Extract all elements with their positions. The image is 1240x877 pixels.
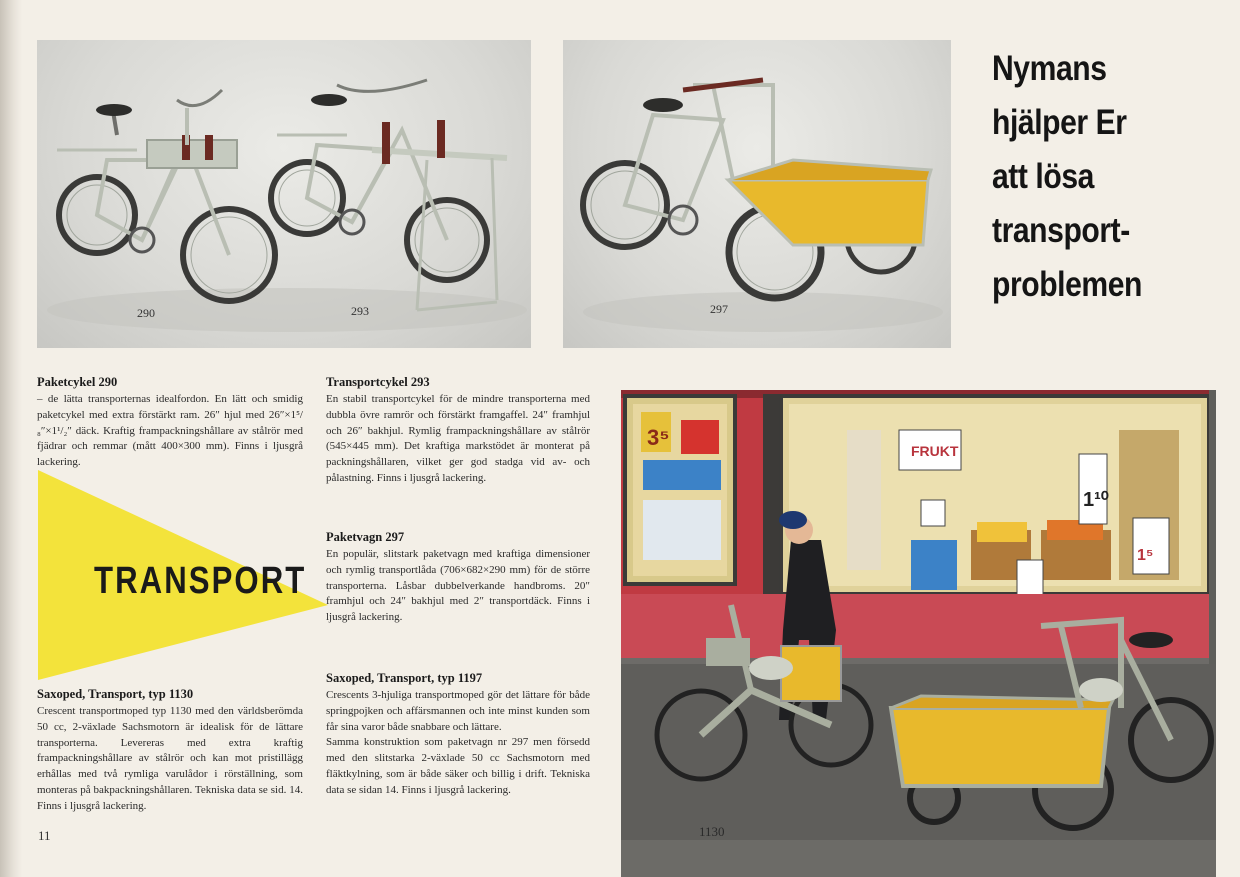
article-body: En stabil transportcykel för de mindre transporterna med dubbla övre ramrör och förstärkt framgaffel. 24″ framhjul och 26″ bakhjul. Rymlig frampackningshållare av stålrör (545×445 mm). Det kraftiga markstödet är monterat på packningshållaren, vilket ger god stadga vid av- och pålastning. Finns i ljusgrå lackering. [326,393,590,484]
article-paketcykel-290 [37,374,303,471]
store-price-c: 3⁵ [647,425,670,450]
store-price-b: 1⁵ [1137,547,1154,564]
page-number: 11 [38,828,51,843]
photo-storefront-mopeds [621,390,1216,877]
caption-1130: 1130 [699,824,725,839]
bicycle-293-illustration [271,80,507,310]
headline [992,42,1190,312]
article-title: Saxoped, Transport, typ 1130 [37,687,194,701]
article-body: – de lätta transporternas idealfordon. En lätt och smidig paketcykel med extra förstärkt ram. 26″ hjul med 26″×1⁵/₈″×1¹/₂″ däck. Kraftig frampackningshållare av stålrör med fjädrar och remmar (mått 400×300 mm). Finns i ljusgrå lackering. [37,393,303,469]
article-body: En populär, slitstark paketvagn med kraftiga dimensioner och rymlig transportlåda (706×682×290 mm) för de större transporterna. Låsbar dubbelverkande handbroms. 20″ framhjul och 24″ bakhjul med 2″ transportdäck. Finns i ljusgrå lackering. [326,548,590,624]
headline-line-2: hjälper Er [992,103,1127,142]
article-saxoped-1130 [37,686,303,815]
headline-line-4: transport- [992,211,1130,250]
article-body-2: Samma konstruktion som paketvagn nr 297 men försedd med den slitstarka 2-växlade 50 cc Sachsmotorn med fläktkylning, som är både säker och billig i drift. Tekniska data se sidan 14. Finns i ljusgrå lackering. [326,736,590,796]
caption-293: 293 [351,304,369,318]
transport-banner-label: TRANSPORT [94,560,307,602]
headline-line-1: Nymans [992,49,1107,88]
article-saxoped-1197 [326,670,590,799]
store-sign-frukt: FRUKT [911,443,959,459]
tricycle-297-illustration [583,80,931,298]
photo-bicycles-290-293 [37,40,531,348]
article-paketvagn-297 [326,529,590,626]
headline-line-3: att lösa [992,157,1094,196]
article-title: Paketvagn 297 [326,530,405,544]
article-title: Saxoped, Transport, typ 1197 [326,671,483,685]
article-title: Paketcykel 290 [37,375,118,389]
caption-290: 290 [137,306,155,320]
article-transportcykel-293 [326,374,590,487]
article-body-1: Crescents 3-hjuliga transportmoped gör det lättare för både springpojken och affärsmannen och inte minst kunden som får sina varor både snabbare och lättare. [326,689,590,733]
article-body: Crescent transportmoped typ 1130 med den världsberömda 50 cc, 2-växlade Sachsmotorn är idealisk för de lättare transporterna. Levereras med extra kraftig frampackningshållare av stålrör och kan mot pristillägg erhållas med två rymliga varulådor i rörställning, som monteras på bakpackningshållaren. Tekniska data se sid. 14. Finns i ljusgrå lackering. [37,705,303,812]
bicycle-290-illustration [57,90,275,301]
photo-cargo-tricycle-297 [563,40,951,348]
store-price-a: 1¹⁰ [1083,489,1109,511]
page-gutter-shadow [0,0,22,877]
headline-line-5: problemen [992,265,1143,304]
article-title: Transportcykel 293 [326,375,430,389]
caption-297: 297 [710,302,728,316]
